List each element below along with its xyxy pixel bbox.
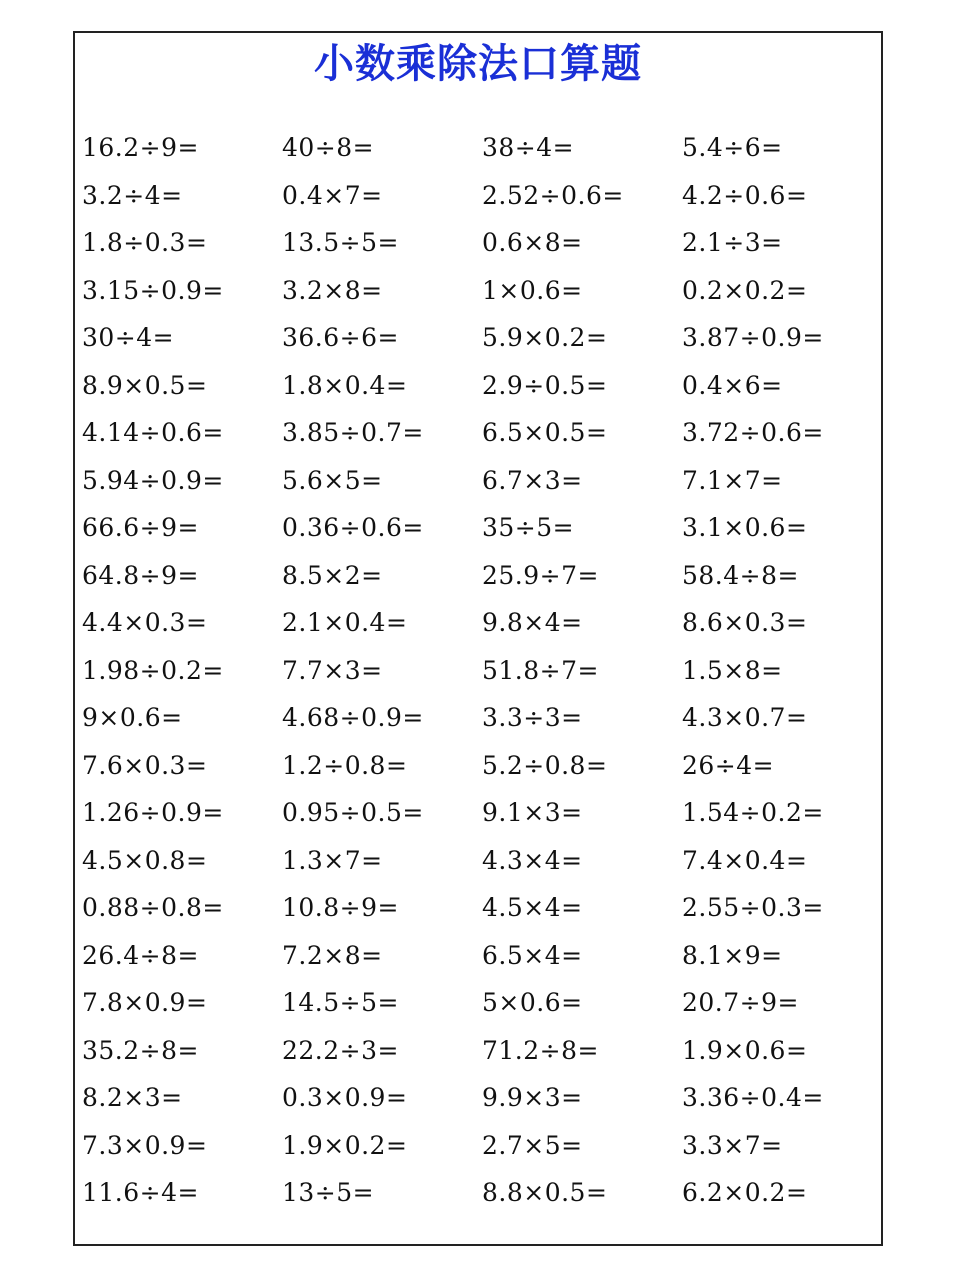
problem-row (82, 1122, 882, 1170)
problem-cell: 9×0.6= (82, 703, 183, 733)
problem-cell: 1×0.6= (482, 275, 583, 305)
problem-row (82, 314, 882, 362)
problem-cell: 38÷4= (482, 133, 575, 163)
problem-row (82, 219, 882, 267)
problem-cell: 3.3÷3= (482, 703, 583, 733)
problem-cell: 3.2×8= (282, 275, 383, 305)
problem-cell: 2.52÷0.6= (482, 180, 624, 210)
problem-cell: 26÷4= (682, 750, 775, 780)
problem-cell: 0.3×0.9= (282, 1083, 408, 1113)
problem-cell: 14.5÷5= (282, 988, 399, 1018)
problem-row (82, 837, 882, 885)
problem-cell: 7.4×0.4= (682, 845, 808, 875)
problem-cell: 4.3×4= (482, 845, 583, 875)
problem-cell: 16.2÷9= (82, 133, 199, 163)
problem-cell: 2.7×5= (482, 1130, 583, 1160)
problem-cell: 1.9×0.6= (682, 1035, 808, 1065)
problem-row (82, 694, 882, 742)
problem-cell: 3.85÷0.7= (282, 418, 424, 448)
problem-cell: 64.8÷9= (82, 560, 199, 590)
problem-cell: 35.2÷8= (82, 1035, 199, 1065)
problem-row (82, 457, 882, 505)
problem-cell: 5.6×5= (282, 465, 383, 495)
problem-row (82, 742, 882, 790)
problem-row (82, 362, 882, 410)
problem-row (82, 599, 882, 647)
problem-cell: 8.5×2= (282, 560, 383, 590)
problem-cell: 1.98÷0.2= (82, 655, 224, 685)
problem-cell: 7.2×8= (282, 940, 383, 970)
problem-row (82, 884, 882, 932)
problem-cell: 40÷8= (282, 133, 375, 163)
problem-cell: 7.1×7= (682, 465, 783, 495)
problem-cell: 36.6÷6= (282, 323, 399, 353)
problem-cell: 4.14÷0.6= (82, 418, 224, 448)
problem-cell: 5.94÷0.9= (82, 465, 224, 495)
problem-cell: 6.5×0.5= (482, 418, 608, 448)
problem-cell: 9.8×4= (482, 608, 583, 638)
problem-cell: 25.9÷7= (482, 560, 599, 590)
problem-cell: 8.9×0.5= (82, 370, 208, 400)
problem-cell: 4.3×0.7= (682, 703, 808, 733)
problem-cell: 4.2÷0.6= (682, 180, 808, 210)
problem-cell: 6.2×0.2= (682, 1178, 808, 1208)
worksheet-title: 小数乘除法口算题 (314, 41, 642, 87)
problem-cell: 10.8÷9= (282, 893, 399, 923)
problem-cell: 0.6×8= (482, 228, 583, 258)
problem-row (82, 1169, 882, 1217)
problem-row (82, 1074, 882, 1122)
problem-cell: 1.9×0.2= (282, 1130, 408, 1160)
problem-cell: 1.2÷0.8= (282, 750, 408, 780)
problem-grid (82, 124, 882, 1217)
problem-cell: 3.2÷4= (82, 180, 183, 210)
problem-row (82, 409, 882, 457)
problem-cell: 5×0.6= (482, 988, 583, 1018)
problem-cell: 30÷4= (82, 323, 175, 353)
problem-cell: 5.4÷6= (682, 133, 783, 163)
problem-row (82, 979, 882, 1027)
problem-cell: 66.6÷9= (82, 513, 199, 543)
problem-row (82, 1027, 882, 1075)
problem-cell: 7.7×3= (282, 655, 383, 685)
problem-cell: 7.3×0.9= (82, 1130, 208, 1160)
problem-cell: 4.5×4= (482, 893, 583, 923)
problem-cell: 0.88÷0.8= (82, 893, 224, 923)
problem-cell: 22.2÷3= (282, 1035, 399, 1065)
problem-cell: 51.8÷7= (482, 655, 599, 685)
problem-row (82, 172, 882, 220)
problem-cell: 71.2÷8= (482, 1035, 599, 1065)
problem-cell: 0.95÷0.5= (282, 798, 424, 828)
problem-row (82, 267, 882, 315)
problem-row (82, 789, 882, 837)
problem-cell: 1.8÷0.3= (82, 228, 208, 258)
problem-cell: 58.4÷8= (682, 560, 799, 590)
problem-cell: 2.55÷0.3= (682, 893, 824, 923)
problem-cell: 7.6×0.3= (82, 750, 208, 780)
problem-cell: 0.4×6= (682, 370, 783, 400)
problem-cell: 1.3×7= (282, 845, 383, 875)
problem-cell: 13÷5= (282, 1178, 375, 1208)
problem-cell: 2.1÷3= (682, 228, 783, 258)
problem-cell: 0.2×0.2= (682, 275, 808, 305)
problem-cell: 8.8×0.5= (482, 1178, 608, 1208)
problem-cell: 8.6×0.3= (682, 608, 808, 638)
problem-cell: 0.36÷0.6= (282, 513, 424, 543)
problem-cell: 35÷5= (482, 513, 575, 543)
problem-cell: 6.7×3= (482, 465, 583, 495)
problem-row (82, 647, 882, 695)
problem-cell: 4.4×0.3= (82, 608, 208, 638)
problem-cell: 3.3×7= (682, 1130, 783, 1160)
problem-cell: 4.68÷0.9= (282, 703, 424, 733)
problem-cell: 3.36÷0.4= (682, 1083, 824, 1113)
problem-cell: 6.5×4= (482, 940, 583, 970)
problem-cell: 7.8×0.9= (82, 988, 208, 1018)
problem-cell: 1.8×0.4= (282, 370, 408, 400)
problem-cell: 1.26÷0.9= (82, 798, 224, 828)
problem-cell: 8.2×3= (82, 1083, 183, 1113)
problem-cell: 13.5÷5= (282, 228, 399, 258)
problem-row (82, 932, 882, 980)
problem-cell: 2.1×0.4= (282, 608, 408, 638)
problem-cell: 9.1×3= (482, 798, 583, 828)
problem-row (82, 552, 882, 600)
problem-cell: 5.9×0.2= (482, 323, 608, 353)
problem-cell: 0.4×7= (282, 180, 383, 210)
problem-cell: 3.15÷0.9= (82, 275, 224, 305)
problem-cell: 2.9÷0.5= (482, 370, 608, 400)
problem-cell: 3.1×0.6= (682, 513, 808, 543)
problem-cell: 3.87÷0.9= (682, 323, 824, 353)
problem-cell: 11.6÷4= (82, 1178, 199, 1208)
problem-cell: 1.54÷0.2= (682, 798, 824, 828)
problem-row (82, 504, 882, 552)
problem-cell: 9.9×3= (482, 1083, 583, 1113)
problem-cell: 20.7÷9= (682, 988, 799, 1018)
problem-cell: 26.4÷8= (82, 940, 199, 970)
problem-cell: 4.5×0.8= (82, 845, 208, 875)
problem-row (82, 124, 882, 172)
problem-cell: 1.5×8= (682, 655, 783, 685)
problem-cell: 8.1×9= (682, 940, 783, 970)
problem-cell: 5.2÷0.8= (482, 750, 608, 780)
problem-cell: 3.72÷0.6= (682, 418, 824, 448)
